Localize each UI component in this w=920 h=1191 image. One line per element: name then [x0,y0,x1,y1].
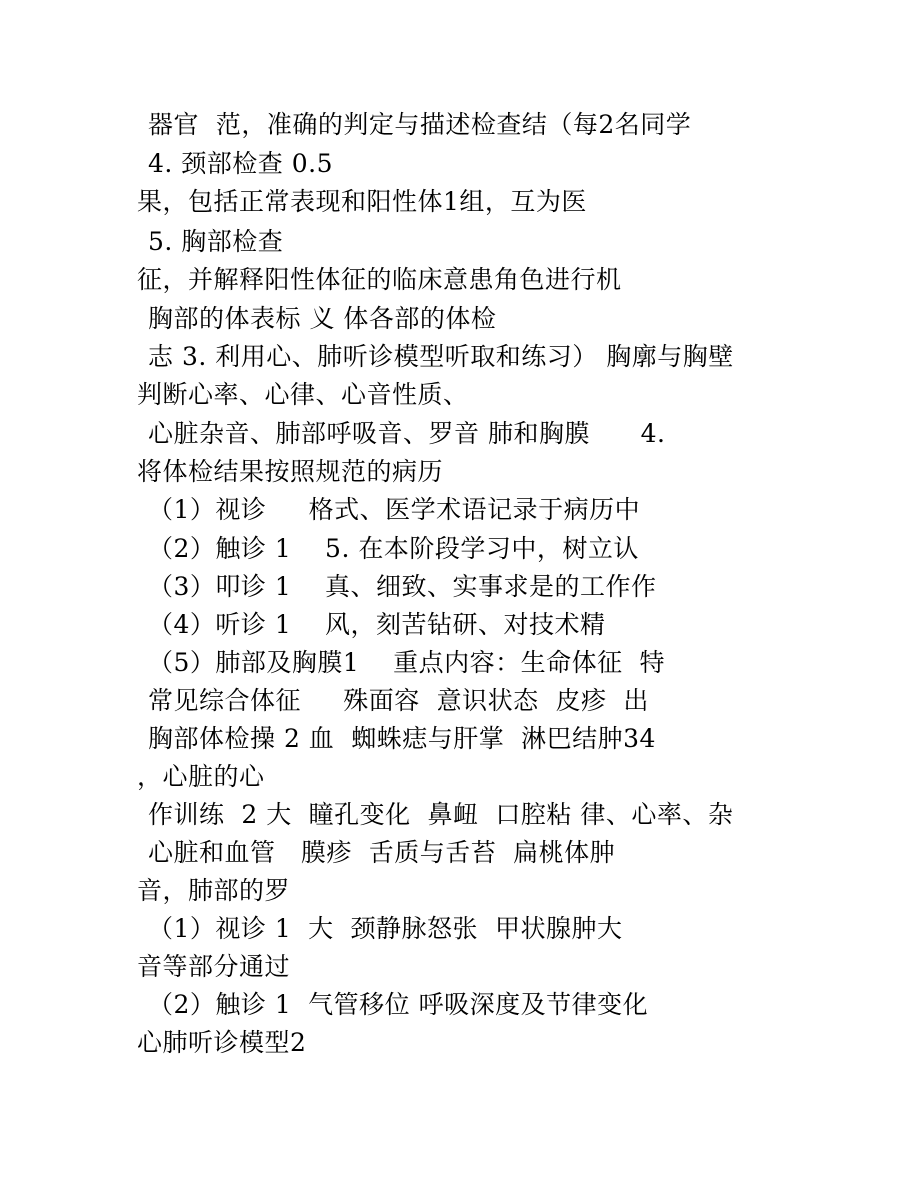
text-line: 胸部体检操 2 血 蜘蛛痣与肝掌 淋巴结肿34 [148,724,656,753]
text-line: 胸部的体表标 义 体各部的体检 [148,304,497,333]
text-line: （5）肺部及胸膜1 重点内容：生命体征 特 [148,648,665,677]
text-line: 音，肺部的罗 [137,876,291,905]
text-line: （1）视诊 1 大 颈静脉怒张 甲状腺肿大 [148,914,623,943]
text-line: （3）叩诊 1 真、细致、实事求是的工作作 [148,572,657,601]
text-line: 心脏杂音、肺部呼吸音、罗音 肺和胸膜 4. [148,419,666,448]
text-line: 果，包括正常表现和阳性体1组，互为医 [137,187,587,216]
text-line: （2）触诊 1 气管移位 呼吸深度及节律变化 [148,990,649,1019]
text-line: 判断心率、心律、心音性质、 [137,380,469,409]
text-line: 将体检结果按照规范的病历 [137,457,444,486]
text-line: 4. 颈部检查 0.5 [148,149,334,178]
text-line: 5. 胸部检查 [148,227,284,256]
text-line: （2）触诊 1 5. 在本阶段学习中，树立认 [148,534,639,563]
text-line: 志 3. 利用心、肺听诊模型听取和练习） 胸廓与胸壁 [148,342,734,371]
text-line: 心脏和血管 膜疹 舌质与舌苔 扁桃体肿 [148,838,616,867]
text-line: （4）听诊 1 风，刻苦钻研、对技术精 [148,610,606,639]
text-line: ，心脏的心 [137,762,265,791]
text-line: （1）视诊 格式、医学术语记录于病历中 [148,495,641,524]
text-line: 器官 范，准确的判定与描述检查结（每2名同学 [148,110,692,139]
text-line: 心肺听诊模型2 [137,1028,307,1057]
text-line: 音等部分通过 [137,952,291,981]
text-line: 常见综合体征 殊面容 意识状态 皮疹 出 [148,686,649,715]
text-line: 作训练 2 大 瞳孔变化 鼻衄 口腔粘 律、心率、杂 [148,800,734,829]
text-line: 征，并解释阳性体征的临床意患角色进行机 [137,265,622,294]
